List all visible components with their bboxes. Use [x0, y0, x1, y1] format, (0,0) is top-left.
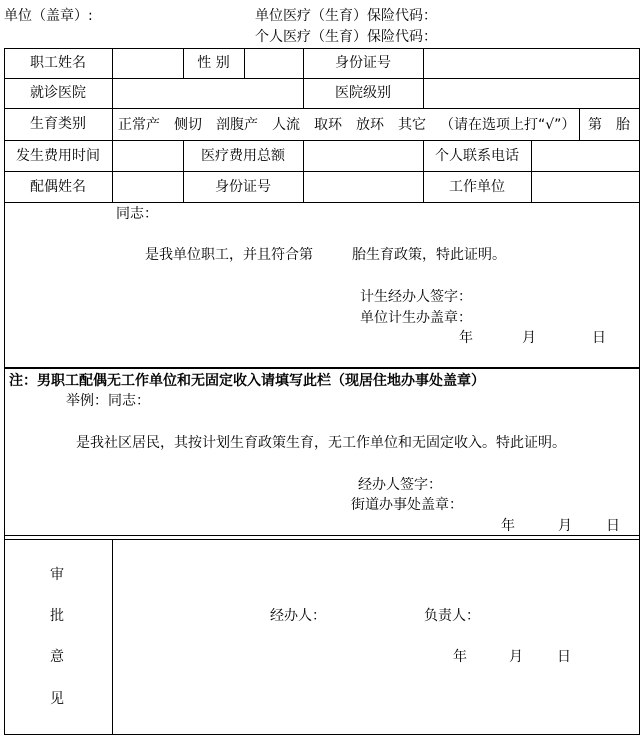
approval-label-char: 批: [50, 608, 64, 624]
birth-type-option-iud-insertion[interactable]: 放环: [356, 117, 384, 133]
id-number-field[interactable]: [423, 48, 639, 78]
birth-type-option-normal[interactable]: 正常产: [118, 117, 160, 133]
unit-insurance-code-label: 单位医疗（生育）保险代码：: [255, 8, 437, 24]
contact-phone-label: 个人联系电话: [435, 147, 519, 164]
cert-seal-label: 单位计生办盖章：: [360, 310, 472, 326]
hospital-level-label: 医院级别: [335, 85, 391, 101]
cert-comrade-label: 同志：: [116, 206, 158, 222]
note-example-label: 举例：同志：: [66, 393, 150, 409]
work-unit-field[interactable]: [531, 171, 639, 202]
birth-type-option-episiotomy[interactable]: 侧切: [174, 117, 202, 133]
work-unit-label: 工作单位: [449, 178, 505, 195]
birth-type-option-other[interactable]: 其它: [398, 117, 426, 133]
gender-label: 性 别: [197, 55, 230, 71]
approval-responsible-label: 负责人：: [424, 608, 480, 624]
table-bottom-border: [4, 734, 640, 735]
gender-field[interactable]: [244, 48, 303, 78]
hospital-label: 就诊医院: [30, 85, 86, 101]
cert-body-part2: 胎生育政策，特此证明。: [352, 247, 506, 263]
table-right-border: [639, 48, 640, 734]
approval-month-label: 月: [509, 649, 523, 665]
hospital-level-field[interactable]: [423, 78, 639, 108]
note-year-label: 年: [501, 518, 515, 534]
note-signer-label: 经办人签字：: [358, 477, 442, 493]
cert-year-label: 年: [459, 330, 473, 346]
approval-label-char: 见: [50, 691, 64, 707]
hospital-field[interactable]: [112, 78, 303, 108]
cert-month-label: 月: [522, 330, 536, 346]
approval-year-label: 年: [453, 649, 467, 665]
col-divider: [112, 108, 113, 140]
birth-type-option-abortion[interactable]: 人流: [272, 117, 300, 133]
approval-handler-label: 经办人：: [270, 608, 326, 624]
spouse-id-label: 身份证号: [215, 178, 271, 195]
total-cost-label: 医疗费用总额: [201, 147, 285, 164]
spouse-name-field[interactable]: [112, 171, 183, 202]
spouse-name-label: 配偶姓名: [30, 178, 86, 195]
note-title: 注：男职工配偶无工作单位和无固定收入请填写此栏（现居住地办事处盖章）: [9, 373, 485, 389]
child-label: 胎: [616, 117, 630, 133]
cost-time-label: 发生费用时间: [16, 147, 100, 164]
spouse-id-field[interactable]: [303, 171, 423, 202]
cert-body-part1: 是我单位职工，并且符合第: [145, 247, 313, 263]
birth-type-option-iud-removal[interactable]: 取环: [314, 117, 342, 133]
note-day-label: 日: [606, 518, 620, 534]
section-divider: [4, 367, 640, 369]
cost-time-field[interactable]: [112, 140, 183, 171]
col-divider: [579, 108, 580, 140]
approval-label-char: 意: [50, 649, 64, 665]
birth-type-label: 生育类别: [30, 116, 86, 132]
nth-label: 第: [588, 117, 602, 133]
note-month-label: 月: [558, 518, 572, 534]
cert-signer-label: 计生经办人签字：: [360, 289, 472, 305]
cert-day-label: 日: [592, 330, 606, 346]
note-seal-label: 街道办事处盖章：: [351, 497, 463, 513]
employee-name-label: 职工姓名: [30, 55, 86, 71]
contact-phone-field[interactable]: [531, 140, 639, 171]
section-divider: [4, 535, 640, 536]
birth-type-instruction: （请在选项上打“√”）: [440, 117, 576, 133]
section-divider: [4, 539, 640, 540]
id-number-label: 身份证号: [335, 55, 391, 71]
employee-name-field[interactable]: [112, 48, 183, 78]
unit-seal-label: 单位（盖章）:: [4, 8, 93, 24]
personal-insurance-code-label: 个人医疗（生育）保险代码：: [255, 29, 437, 45]
approval-label-char: 审: [50, 567, 64, 583]
note-body: 是我社区居民，其按计划生育政策生育，无工作单位和无固定收入。特此证明。: [76, 435, 566, 451]
col-divider: [112, 539, 113, 734]
approval-day-label: 日: [557, 649, 571, 665]
total-cost-field[interactable]: [303, 140, 423, 171]
birth-type-option-cesarean[interactable]: 剖腹产: [216, 117, 258, 133]
row-divider: [4, 202, 640, 203]
